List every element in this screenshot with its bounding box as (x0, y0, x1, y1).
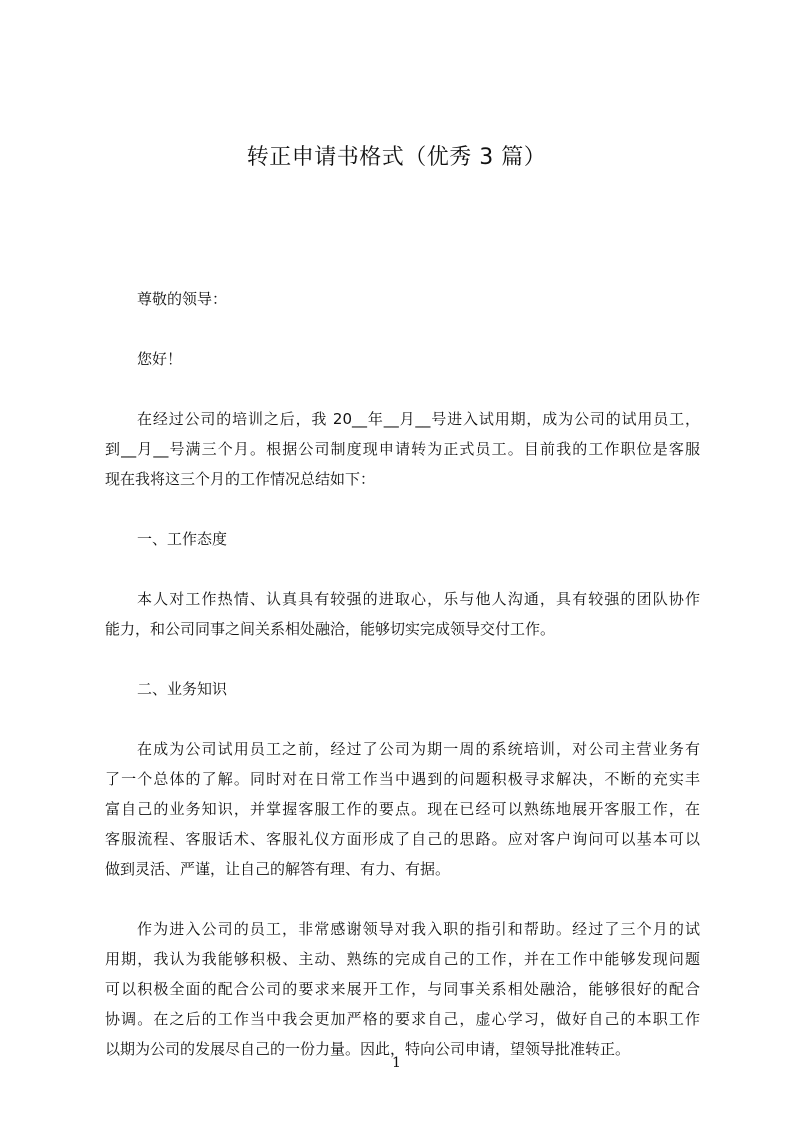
closing-line-3: 可以积极全面的配合公司的要求来展开工作，与同事关系相处融洽，能够很好的配合 (105, 980, 700, 998)
closing-line-5: 以期为公司的发展尽自己的一份力量。因此，特向公司申请，望领导批准转正。 (105, 1040, 631, 1058)
business-knowledge-line-4: 客服流程、客服话术、客服礼仪方面形成了自己的思路。应对客户询问可以基本可以 (105, 830, 700, 848)
intro-paragraph (105, 404, 700, 494)
closing-line-4: 协调。在之后的工作当中我会更加严格的要求自己，虚心学习，做好自己的本职工作 (105, 1010, 700, 1028)
closing-paragraph (105, 914, 700, 1064)
work-attitude-paragraph (105, 584, 700, 644)
document-body (105, 284, 700, 1094)
page-number: 1 (392, 1055, 401, 1071)
business-knowledge-line-5: 做到灵活、严谨，让自己的解答有理、有力、有据。 (105, 860, 451, 878)
document-title: 转正申请书格式（优秀 3 篇） (246, 145, 547, 170)
section-heading-work-attitude: 一、工作态度 (137, 530, 228, 548)
salutation: 尊敬的领导： (137, 290, 228, 308)
intro-line-2: 到__月__号满三个月。根据公司制度现申请转为正式员工。目前我的工作职位是客服 (105, 440, 700, 458)
business-knowledge-line-2: 了一个总体的了解。同时对在日常工作当中遇到的问题积极寻求解决，不断的充实丰 (105, 770, 700, 788)
closing-line-2: 用期，我认为我能够积极、主动、熟练的完成自己的工作，并在工作中能够发现问题 (105, 950, 700, 968)
closing-line-1: 作为进入公司的员工，非常感谢领导对我入职的指引和帮助。经过了三个月的试 (137, 920, 700, 938)
greeting: 您好！ (137, 350, 183, 368)
intro-line-3: 现在我将这三个月的工作情况总结如下： (105, 470, 376, 488)
business-knowledge-paragraph (105, 734, 700, 884)
work-attitude-line-1: 本人对工作热情、认真具有较强的进取心，乐与他人沟通，具有较强的团队协作 (137, 590, 700, 608)
business-knowledge-line-1: 在成为公司试用员工之前，经过了公司为期一周的系统培训，对公司主营业务有 (137, 740, 700, 758)
section-heading-business-knowledge: 二、业务知识 (137, 680, 228, 698)
intro-line-1: 在经过公司的培训之后，我 20__年__月__号进入试用期，成为公司的试用员工， (137, 410, 700, 428)
business-knowledge-line-3: 富自己的业务知识，并掌握客服工作的要点。现在已经可以熟练地展开客服工作，在 (105, 800, 700, 818)
work-attitude-line-2: 能力，和公司同事之间关系相处融洽，能够切实完成领导交付工作。 (105, 620, 556, 638)
